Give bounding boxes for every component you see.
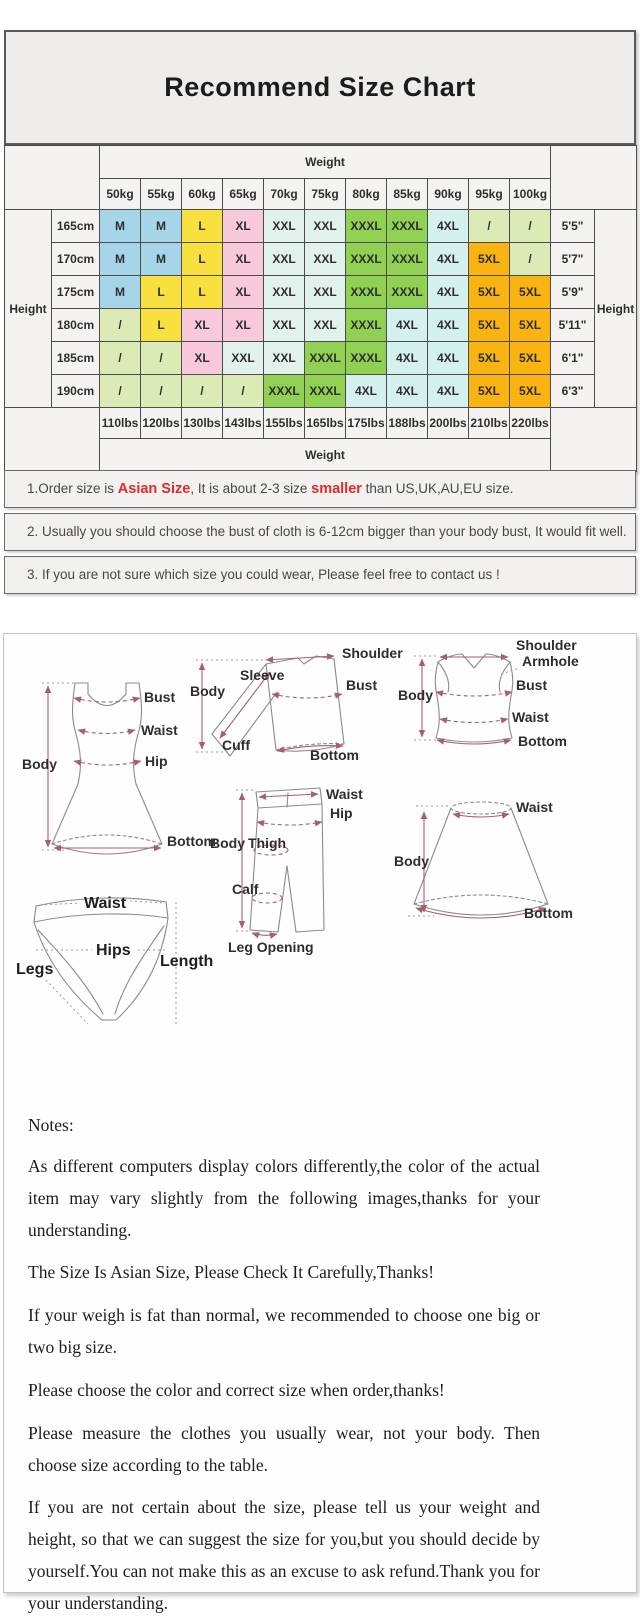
size-cell: 4XL [428,243,469,276]
size-cell: / [223,375,264,408]
order-note-2 [4,513,636,551]
skirt-body-label: Body [394,853,429,869]
height-value-cell: 165cm [52,210,100,243]
size-cell: XXXL [346,243,387,276]
lbs-value-cell: 120lbs [141,408,182,439]
measurement-diagrams [4,634,636,1104]
size-cell: 5XL [469,309,510,342]
size-cell: M [100,210,141,243]
kg-header-cell: 60kg [182,179,223,210]
size-cell: / [510,210,551,243]
size-cell: M [141,210,182,243]
kg-header-cell: 55kg [141,179,182,210]
size-chart-table-body [5,146,637,472]
briefs-hips-label: Hips [96,942,131,959]
height-value-cell: 180cm [52,309,100,342]
size-cell: XXXL [346,309,387,342]
size-cell: 5XL [469,276,510,309]
feet-value-cell: 5'11" [551,309,595,342]
size-cell: / [182,375,223,408]
lbs-value-cell: 110lbs [100,408,141,439]
notes-paragraph: Please measure the clothes you usually wear, not your body. Then choose size according to the table. [28,1422,540,1475]
lbs-value-cell: 143lbs [223,408,264,439]
size-cell: / [141,375,182,408]
vest-body-label: Body [398,687,433,703]
briefs-waist-label: Waist [84,895,127,912]
size-cell: XXXL [387,243,428,276]
shirt-sleeve-label: Sleeve [240,667,285,683]
size-cell: XXL [264,276,305,309]
size-cell: / [100,375,141,408]
size-cell: / [469,210,510,243]
feet-value-cell: 5'7" [551,243,595,276]
vest-shoulder-label: Shoulder [516,637,577,653]
feet-value-cell: 5'9" [551,276,595,309]
size-cell: L [141,276,182,309]
weight-header-cell: Weight [100,146,551,179]
vest-diagram [398,637,579,749]
size-cell: 5XL [510,309,551,342]
order-note-3 [4,556,636,594]
size-cell: 5XL [510,276,551,309]
notes-paragraph: If your weigh is fat than normal, we recommended to choose one big or two big size. [28,1305,540,1358]
kg-header-cell: 90kg [428,179,469,210]
size-cell: 4XL [387,309,428,342]
dress-bottom-label: Bottom [167,833,216,849]
size-cell: XXL [305,276,346,309]
pants-diagram [210,786,363,955]
table-corner-bottom-right [551,408,637,472]
size-cell: / [510,243,551,276]
size-cell: 4XL [387,342,428,375]
size-cell: XXXL [346,276,387,309]
lbs-value-cell: 165lbs [305,408,346,439]
notes-paragraph: If you are not certain about the size, please tell us your weight and height, so that we can suggest the size for you,but you should decide by yourself.You can not make this as an excuse to ask refund.Thank you for your understanding. [28,1497,540,1613]
size-cell: XXXL [305,342,346,375]
pants-hip-label: Hip [330,805,353,821]
size-cell: XXL [305,309,346,342]
briefs-diagram [16,895,213,1024]
size-cell: XXXL [264,375,305,408]
size-cell: XXXL [346,210,387,243]
notes-paragraph: The Size Is Asian Size, Please Check It Carefully,Thanks! [28,1262,435,1283]
size-cell: XXL [264,309,305,342]
skirt-diagram [394,799,573,921]
size-cell: XL [223,309,264,342]
size-cell: L [141,309,182,342]
pants-body-label: Body [210,835,245,851]
kg-header-cell: 70kg [264,179,305,210]
pants-thigh-label: Thigh [248,835,287,851]
kg-header-cell: 95kg [469,179,510,210]
size-cell: XXL [264,210,305,243]
size-cell: M [100,276,141,309]
lbs-value-cell: 210lbs [469,408,510,439]
briefs-legs-label: Legs [16,961,54,978]
feet-value-cell: 5'5" [551,210,595,243]
size-cell: XXL [305,243,346,276]
notes-paragraph: Please choose the color and correct size when order,thanks! [28,1379,445,1400]
size-cell: L [182,276,223,309]
vest-armhole-label: Armhole [522,653,579,669]
size-cell: 4XL [428,342,469,375]
asian-size-highlight: Asian Size [117,481,191,497]
dress-hip-label: Hip [145,753,168,769]
notes-section [4,1104,636,1620]
size-cell: XXXL [346,342,387,375]
size-cell: XXL [223,342,264,375]
measurement-diagram-panel [3,633,637,1613]
vest-bottom-label: Bottom [518,733,567,749]
size-cell: 4XL [428,375,469,408]
size-cell: 5XL [510,342,551,375]
size-cell: XXXL [305,375,346,408]
order-note-3-text: 3. If you are not sure which size you could wear, Please feel free to contact us ! [27,567,500,582]
size-cell: XXL [264,342,305,375]
size-cell: 4XL [428,210,469,243]
size-cell: 5XL [469,342,510,375]
order-note-1: 1.Order size is Asian Size, It is about 2-3 size smaller than US,UK,AU,EU size. [4,470,636,508]
kg-header-cell: 85kg [387,179,428,210]
page-title: Recommend Size Chart [164,72,476,102]
height-value-cell: 185cm [52,342,100,375]
lbs-value-cell: 200lbs [428,408,469,439]
weight-footer-cell: Weight [100,439,551,472]
pants-leg-opening-label: Leg Opening [228,939,314,955]
size-cell: XXXL [387,276,428,309]
kg-header-cell: 100kg [510,179,551,210]
size-cell: L [182,210,223,243]
kg-header-cell: 75kg [305,179,346,210]
shirt-bust-label: Bust [346,677,378,693]
dress-bust-label: Bust [144,689,176,705]
shirt-body-label: Body [190,683,225,699]
shirt-shoulder-label: Shoulder [342,645,403,661]
lbs-value-cell: 130lbs [182,408,223,439]
size-cell: XXL [264,243,305,276]
size-cell: XXXL [387,210,428,243]
size-cell: 4XL [387,375,428,408]
notes-paragraph: As different computers display colors differently,the color of the actual item may vary slightly from the following images,thanks for your understanding. [28,1155,540,1240]
skirt-waist-label: Waist [516,799,553,815]
table-corner-bottom-left [5,408,100,472]
size-cell: M [141,243,182,276]
skirt-bottom-label: Bottom [524,905,573,921]
dress-waist-label: Waist [141,722,178,738]
height-value-cell: 175cm [52,276,100,309]
size-cell: / [141,342,182,375]
size-chart-table [4,145,637,472]
kg-header-cell: 50kg [100,179,141,210]
size-chart-title-box [4,30,636,145]
table-corner-top-left [5,146,100,210]
height-value-cell: 170cm [52,243,100,276]
height-label-right: Height [595,210,637,408]
pants-calf-label: Calf [232,881,259,897]
lbs-value-cell: 220lbs [510,408,551,439]
table-corner-top-right [551,146,637,210]
size-cell: / [100,309,141,342]
kg-header-cell: 65kg [223,179,264,210]
smaller-highlight: smaller [311,481,362,497]
shirt-cuff-label: Cuff [222,737,250,753]
shirt-diagram [190,645,403,763]
order-note-1-text: 1.Order size is [27,481,118,496]
size-cell: 5XL [469,375,510,408]
feet-value-cell: 6'3" [551,375,595,408]
feet-value-cell: 6'1" [551,342,595,375]
size-cell: XL [223,210,264,243]
size-cell: XL [223,276,264,309]
size-cell: XXL [305,210,346,243]
shirt-bottom-label: Bottom [310,747,359,763]
vest-waist-label: Waist [512,709,549,725]
dress-diagram [22,683,216,854]
height-value-cell: 190cm [52,375,100,408]
size-cell: 4XL [346,375,387,408]
height-label-left: Height [5,210,52,408]
vest-bust-label: Bust [516,677,548,693]
pants-waist-label: Waist [326,786,363,802]
size-cell: 4XL [428,309,469,342]
dress-body-label: Body [22,756,57,772]
lbs-value-cell: 188lbs [387,408,428,439]
lbs-value-cell: 175lbs [346,408,387,439]
notes-heading: Notes: [28,1115,74,1135]
size-cell: L [182,243,223,276]
size-cell: M [100,243,141,276]
size-cell: 5XL [510,375,551,408]
size-cell: 4XL [428,276,469,309]
size-cell: XL [223,243,264,276]
briefs-length-label: Length [160,953,214,970]
size-cell: 5XL [469,243,510,276]
lbs-value-cell: 155lbs [264,408,305,439]
size-cell: / [100,342,141,375]
order-note-2-text: 2. Usually you should choose the bust of cloth is 6-12cm bigger than your body bust, It would fit well. [27,524,627,539]
kg-header-cell: 80kg [346,179,387,210]
size-cell: XL [182,309,223,342]
size-cell: XL [182,342,223,375]
